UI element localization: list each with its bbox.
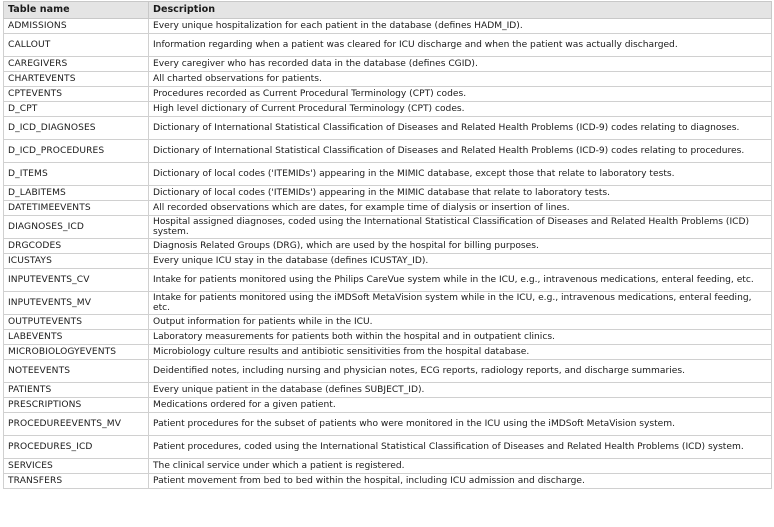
description-cell: Hospital assigned diagnoses, coded using the International Statistical Classification of Diseases and Related Health Problems (ICD) system. [149,216,772,239]
table-name-cell: LABEVENTS [4,330,149,345]
description-cell: Medications ordered for a given patient. [149,398,772,413]
table-row [4,330,772,345]
table-row [4,72,772,87]
table-name-cell: D_ITEMS [4,163,149,186]
table-row [4,102,772,117]
table-row [4,436,772,459]
description-cell: Information regarding when a patient was cleared for ICU discharge and when the patient was actually discharged. [149,34,772,57]
table-row [4,360,772,383]
table-row [4,57,772,72]
description-cell: Microbiology culture results and antibiotic sensitivities from the hospital database. [149,345,772,360]
table-name-cell: OUTPUTEVENTS [4,315,149,330]
table-row [4,19,772,34]
table-name-cell: INPUTEVENTS_CV [4,269,149,292]
description-cell: Deidentified notes, including nursing and physician notes, ECG reports, radiology reports, and discharge summaries. [149,360,772,383]
table-row [4,269,772,292]
table-row [4,398,772,413]
table-name-cell: DRGCODES [4,239,149,254]
description-cell: Diagnosis Related Groups (DRG), which are used by the hospital for billing purposes. [149,239,772,254]
table-name-cell: CAREGIVERS [4,57,149,72]
table-name-cell: PRESCRIPTIONS [4,398,149,413]
table-name-cell: CALLOUT [4,34,149,57]
description-cell: All charted observations for patients. [149,72,772,87]
table-row [4,315,772,330]
table-name-cell: TRANSFERS [4,474,149,489]
description-cell: Procedures recorded as Current Procedural Terminology (CPT) codes. [149,87,772,102]
table-name-cell: D_LABITEMS [4,186,149,201]
table-name-cell: ADMISSIONS [4,19,149,34]
table-row [4,239,772,254]
description-cell: Dictionary of local codes ('ITEMIDs') appearing in the MIMIC database, except those that relate to laboratory tests. [149,163,772,186]
table-name-cell: MICROBIOLOGYEVENTS [4,345,149,360]
description-cell: Patient procedures, coded using the International Statistical Classification of Diseases and Related Health Problems (ICD) system. [149,436,772,459]
mimic-tables-table [3,1,772,489]
table-row [4,292,772,315]
description-cell: Dictionary of International Statistical Classification of Diseases and Related Health Problems (ICD-9) codes relating to procedures. [149,140,772,163]
table-name-cell: D_ICD_DIAGNOSES [4,117,149,140]
table-name-cell: CPTEVENTS [4,87,149,102]
description-cell: Patient movement from bed to bed within the hospital, including ICU admission and discharge. [149,474,772,489]
table-row [4,216,772,239]
description-cell: Intake for patients monitored using the Philips CareVue system while in the ICU, e.g., intravenous medications, enteral feeding, etc. [149,269,772,292]
description-cell: Every unique ICU stay in the database (defines ICUSTAY_ID). [149,254,772,269]
table-row [4,140,772,163]
table-name-cell: ICUSTAYS [4,254,149,269]
table-row [4,474,772,489]
table-row [4,201,772,216]
description-cell: Laboratory measurements for patients both within the hospital and in outpatient clinics. [149,330,772,345]
description-cell: The clinical service under which a patient is registered. [149,459,772,474]
description-cell: Every unique hospitalization for each patient in the database (defines HADM_ID). [149,19,772,34]
description-cell: All recorded observations which are dates, for example time of dialysis or insertion of lines. [149,201,772,216]
description-cell: Dictionary of International Statistical Classification of Diseases and Related Health Problems (ICD-9) codes relating to diagnoses. [149,117,772,140]
table-name-cell: D_CPT [4,102,149,117]
table-row [4,87,772,102]
table-name-cell: INPUTEVENTS_MV [4,292,149,315]
table-row [4,459,772,474]
header-table-name: Table name [4,2,149,19]
table-name-cell: PATIENTS [4,383,149,398]
description-cell: High level dictionary of Current Procedural Terminology (CPT) codes. [149,102,772,117]
table-row [4,34,772,57]
table-name-cell: SERVICES [4,459,149,474]
header-row [4,2,772,19]
description-cell: Every unique patient in the database (defines SUBJECT_ID). [149,383,772,398]
description-cell: Dictionary of local codes ('ITEMIDs') appearing in the MIMIC database that relate to laboratory tests. [149,186,772,201]
description-cell: Every caregiver who has recorded data in the database (defines CGID). [149,57,772,72]
table-row [4,163,772,186]
table-row [4,345,772,360]
description-cell: Intake for patients monitored using the iMDSoft MetaVision system while in the ICU, e.g., intravenous medications, enteral feeding, etc. [149,292,772,315]
table-row [4,383,772,398]
description-cell: Patient procedures for the subset of patients who were monitored in the ICU using the iMDSoft MetaVision system. [149,413,772,436]
table-row [4,186,772,201]
table-row [4,413,772,436]
table-name-cell: DATETIMEEVENTS [4,201,149,216]
table-name-cell: PROCEDUREEVENTS_MV [4,413,149,436]
header-description: Description [149,2,772,19]
table-row [4,117,772,140]
table-name-cell: CHARTEVENTS [4,72,149,87]
description-cell: Output information for patients while in the ICU. [149,315,772,330]
table-name-cell: DIAGNOSES_ICD [4,216,149,239]
table-name-cell: NOTEEVENTS [4,360,149,383]
table-row [4,254,772,269]
table-name-cell: D_ICD_PROCEDURES [4,140,149,163]
table-name-cell: PROCEDURES_ICD [4,436,149,459]
